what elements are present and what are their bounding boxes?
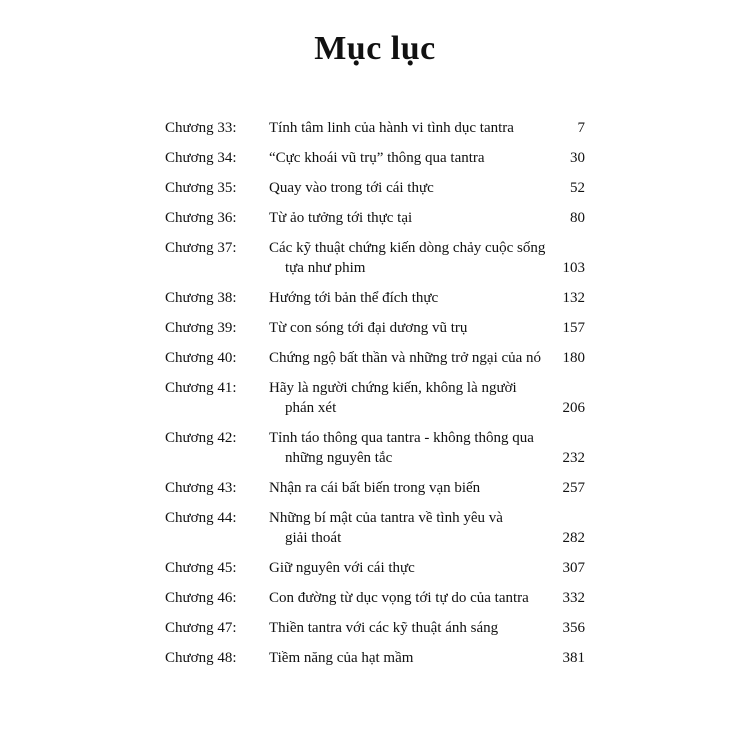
chapter-title — [269, 148, 549, 168]
chapter-title-line: “Cực khoái vũ trụ” thông qua tantra — [269, 150, 485, 166]
chapter-title-line: Thiền tantra với các kỹ thuật ánh sáng — [269, 620, 499, 636]
chapter-title — [269, 478, 549, 498]
toc-entry — [165, 618, 585, 648]
chapter-title-line: tựa như phim — [285, 260, 366, 276]
chapter-title — [269, 618, 549, 638]
chapter-title — [269, 288, 549, 308]
chapter-title — [269, 378, 549, 418]
chapter-title-line: Tiềm năng của hạt mầm — [269, 650, 414, 666]
chapter-title-line: Từ con sóng tới đại dương vũ trụ — [269, 320, 468, 336]
toc-entry — [165, 148, 585, 178]
chapter-title-line: Hãy là người chứng kiến, không là người — [269, 380, 517, 396]
page-number: 307 — [562, 560, 585, 576]
chapter-label: Chương 43: — [165, 480, 237, 496]
page-title: Mục lục — [314, 30, 436, 67]
chapter-label: Chương 37: — [165, 240, 237, 256]
chapter-label: Chương 44: — [165, 510, 237, 526]
chapter-title — [269, 118, 549, 138]
page-number: 52 — [570, 180, 585, 196]
chapter-label: Chương 48: — [165, 650, 237, 666]
page-number: 30 — [570, 150, 585, 166]
chapter-label: Chương 39: — [165, 320, 237, 336]
page-number: 132 — [562, 290, 585, 306]
chapter-label: Chương 46: — [165, 590, 237, 606]
toc-entry — [165, 428, 585, 478]
chapter-label: Chương 33: — [165, 120, 237, 136]
toc-entry — [165, 178, 585, 208]
toc-entry — [165, 558, 585, 588]
toc-entry — [165, 288, 585, 318]
chapter-title — [269, 318, 549, 338]
chapter-title-line: Những bí mật của tantra về tình yêu và — [269, 510, 503, 526]
chapter-title — [269, 348, 549, 368]
chapter-title — [269, 648, 549, 668]
toc-entry — [165, 648, 585, 678]
chapter-title — [269, 208, 549, 228]
page-number: 180 — [562, 350, 585, 366]
page-number: 332 — [562, 590, 585, 606]
chapter-title-line: Hướng tới bản thể đích thực — [269, 290, 439, 306]
page-number: 80 — [570, 210, 585, 226]
chapter-title-line: Giữ nguyên với cái thực — [269, 560, 415, 576]
page-number: 257 — [562, 480, 585, 496]
chapter-title — [269, 588, 549, 608]
chapter-label: Chương 41: — [165, 380, 237, 396]
chapter-title-line: giải thoát — [285, 530, 342, 546]
chapter-title-line: Chứng ngộ bất thần và những trở ngại của nó — [269, 350, 542, 366]
chapter-title — [269, 238, 549, 278]
chapter-title — [269, 178, 549, 198]
chapter-title-line: phán xét — [285, 400, 337, 416]
toc-entry — [165, 588, 585, 618]
toc-entry — [165, 378, 585, 428]
toc-entry — [165, 238, 585, 288]
chapter-title-line: Con đường từ dục vọng tới tự do của tantra — [269, 590, 529, 606]
chapter-title-line: Từ ảo tưởng tới thực tại — [269, 210, 413, 226]
chapter-title-line: Nhận ra cái bất biến trong vạn biến — [269, 480, 481, 496]
page-number: 232 — [562, 450, 585, 466]
page-number: 381 — [562, 650, 585, 666]
chapter-title-line: Tính tâm linh của hành vi tình dục tantra — [269, 120, 514, 136]
chapter-label: Chương 42: — [165, 430, 237, 446]
chapter-label: Chương 47: — [165, 620, 237, 636]
chapter-title — [269, 428, 549, 468]
page-number: 206 — [562, 400, 585, 416]
page-number: 157 — [562, 320, 585, 336]
toc-entry — [165, 478, 585, 508]
chapter-title — [269, 508, 549, 548]
chapter-label: Chương 40: — [165, 350, 237, 366]
page-number: 7 — [577, 120, 585, 136]
chapter-label: Chương 36: — [165, 210, 237, 226]
page-number: 282 — [562, 530, 585, 546]
toc-entry — [165, 508, 585, 558]
toc-entry — [165, 118, 585, 148]
chapter-label: Chương 35: — [165, 180, 237, 196]
chapter-title-line: những nguyên tắc — [285, 450, 393, 466]
toc-entry — [165, 318, 585, 348]
table-of-contents — [165, 118, 585, 678]
chapter-title — [269, 558, 549, 578]
page-number: 103 — [562, 260, 585, 276]
chapter-title-line: Quay vào trong tới cái thực — [269, 180, 434, 196]
page-number: 356 — [562, 620, 585, 636]
chapter-title-line: Các kỹ thuật chứng kiến dòng chảy cuộc sống — [269, 240, 546, 256]
toc-entry — [165, 348, 585, 378]
toc-entry — [165, 208, 585, 238]
chapter-title-line: Tỉnh táo thông qua tantra - không thông qua — [269, 430, 534, 446]
chapter-label: Chương 34: — [165, 150, 237, 166]
chapter-label: Chương 45: — [165, 560, 237, 576]
chapter-label: Chương 38: — [165, 290, 237, 306]
